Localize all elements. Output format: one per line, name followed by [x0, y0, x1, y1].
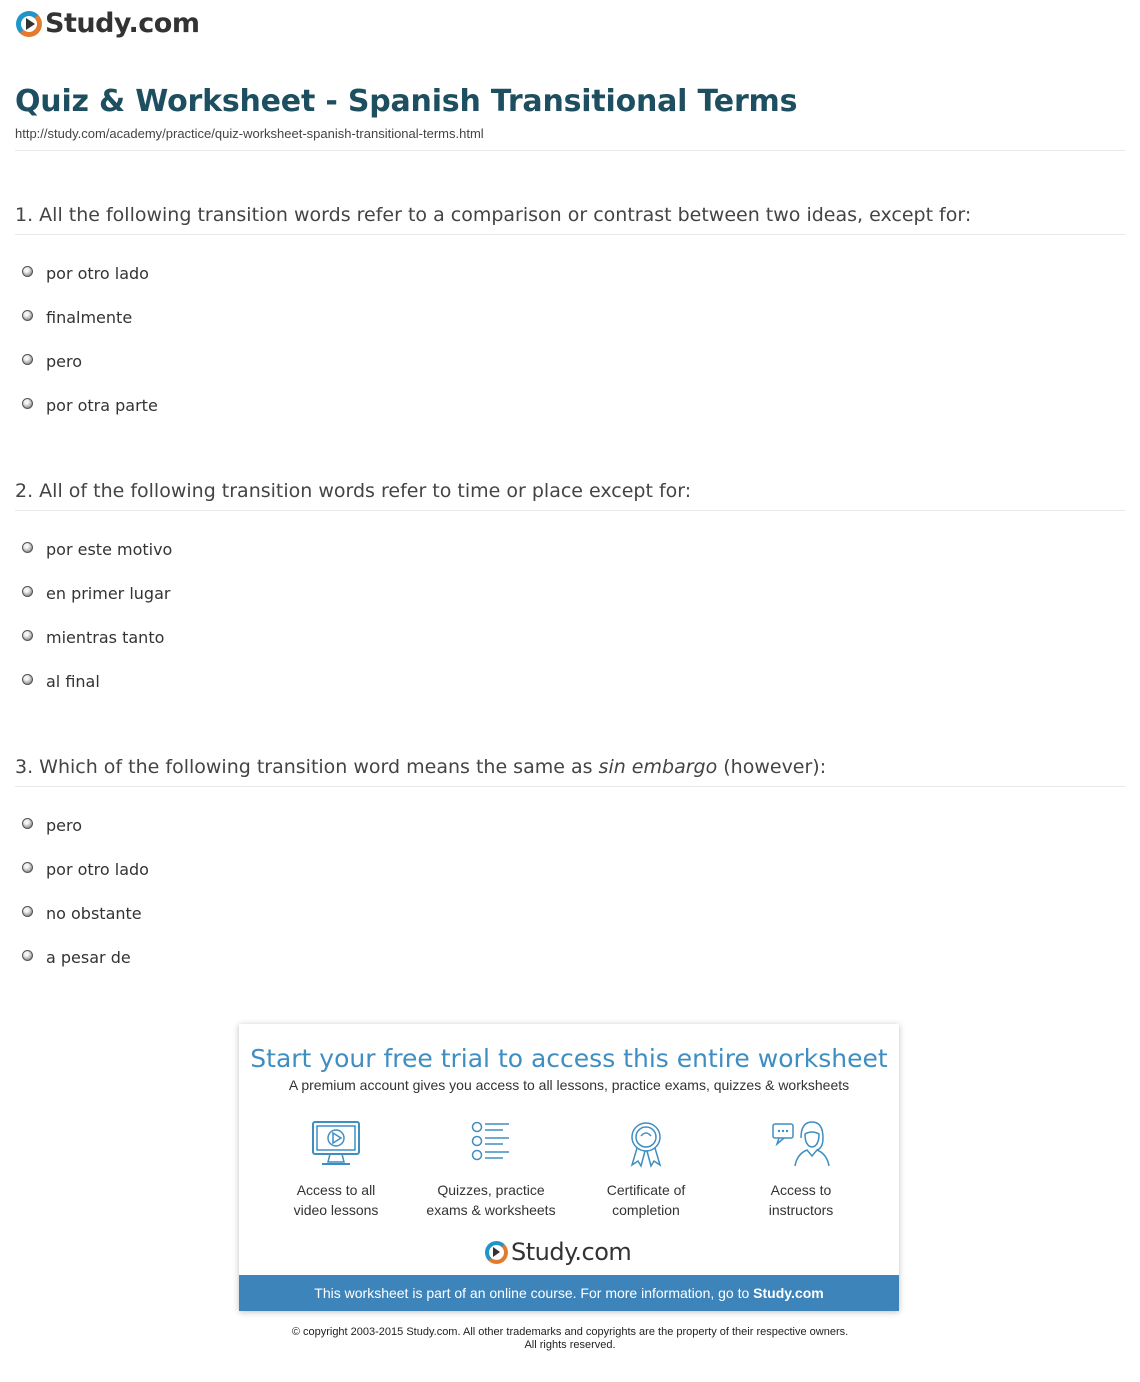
promo-course-bar[interactable]: This worksheet is part of an online course. For more information, go to Study.com [239, 1275, 899, 1311]
radio-button[interactable] [22, 398, 33, 409]
radio-button[interactable] [22, 542, 33, 553]
q3-option-1[interactable]: pero [22, 816, 82, 835]
feature-quizzes [416, 1120, 566, 1220]
video-lesson-icon [310, 1120, 362, 1168]
feature-label: Access to instructors [768, 1182, 834, 1218]
logo-text: Study.com [45, 8, 200, 39]
q2-option-3[interactable]: mientras tanto [22, 628, 164, 647]
studycom-logo[interactable] [16, 8, 199, 39]
play-logo-icon [16, 11, 42, 37]
question-divider [15, 786, 1125, 787]
radio-button[interactable] [22, 906, 33, 917]
radio-button[interactable] [22, 586, 33, 597]
quiz-list-icon [465, 1120, 517, 1168]
q3-option-2[interactable]: por otro lado [22, 860, 149, 879]
radio-button[interactable] [22, 950, 33, 961]
free-trial-promo[interactable] [239, 1024, 899, 1311]
feature-label: Access to all video lessons [293, 1182, 379, 1218]
play-logo-icon [485, 1241, 508, 1264]
logo-text: Study.com [511, 1238, 632, 1266]
certificate-icon [620, 1120, 672, 1168]
radio-button[interactable] [22, 310, 33, 321]
feature-video-lessons [261, 1120, 411, 1220]
question-2: 2. All of the following transition words refer to time or place except for: [15, 480, 692, 502]
question-1: 1. All the following transition words refer to a comparison or contrast between two ideas, except for: [15, 204, 972, 226]
instructor-icon [771, 1120, 831, 1168]
q2-option-2[interactable]: en primer lugar [22, 584, 170, 603]
promo-subtitle: A premium account gives you access to all lessons, practice exams, quizzes & worksheets [288, 1077, 850, 1093]
q1-option-3[interactable]: pero [22, 352, 82, 371]
radio-button[interactable] [22, 862, 33, 873]
studycom-logo[interactable] [485, 1238, 631, 1266]
radio-button[interactable] [22, 266, 33, 277]
radio-button[interactable] [22, 674, 33, 685]
question-3: 3. Which of the following transition word means the same as sin embargo (however): [15, 756, 827, 778]
q3-option-4[interactable]: a pesar de [22, 948, 131, 967]
radio-button[interactable] [22, 630, 33, 641]
studycom-link[interactable]: Study.com [753, 1285, 824, 1301]
q2-option-1[interactable]: por este motivo [22, 540, 172, 559]
question-divider [15, 510, 1125, 511]
feature-label: Quizzes, practice exams & worksheets [426, 1182, 556, 1218]
q1-option-4[interactable]: por otra parte [22, 396, 158, 415]
feature-instructors [726, 1120, 876, 1220]
copyright: © copyright 2003-2015 Study.com. All other trademarks and copyrights are the property of their respective owners. All rights reserved. [291, 1326, 849, 1351]
q2-option-4[interactable]: al final [22, 672, 100, 691]
feature-label: Certificate of completion [606, 1182, 686, 1218]
page-title: Quiz & Worksheet - Spanish Transitional Terms [15, 84, 798, 119]
radio-button[interactable] [22, 818, 33, 829]
question-divider [15, 234, 1125, 235]
q1-option-2[interactable]: finalmente [22, 308, 132, 327]
radio-button[interactable] [22, 354, 33, 365]
feature-certificate [571, 1120, 721, 1220]
header-divider [15, 150, 1125, 151]
q3-option-3[interactable]: no obstante [22, 904, 142, 923]
page-url: http://study.com/academy/practice/quiz-worksheet-spanish-transitional-terms.html [15, 126, 484, 141]
promo-title[interactable]: Start your free trial to access this entire worksheet [250, 1044, 888, 1073]
q1-option-1[interactable]: por otro lado [22, 264, 149, 283]
